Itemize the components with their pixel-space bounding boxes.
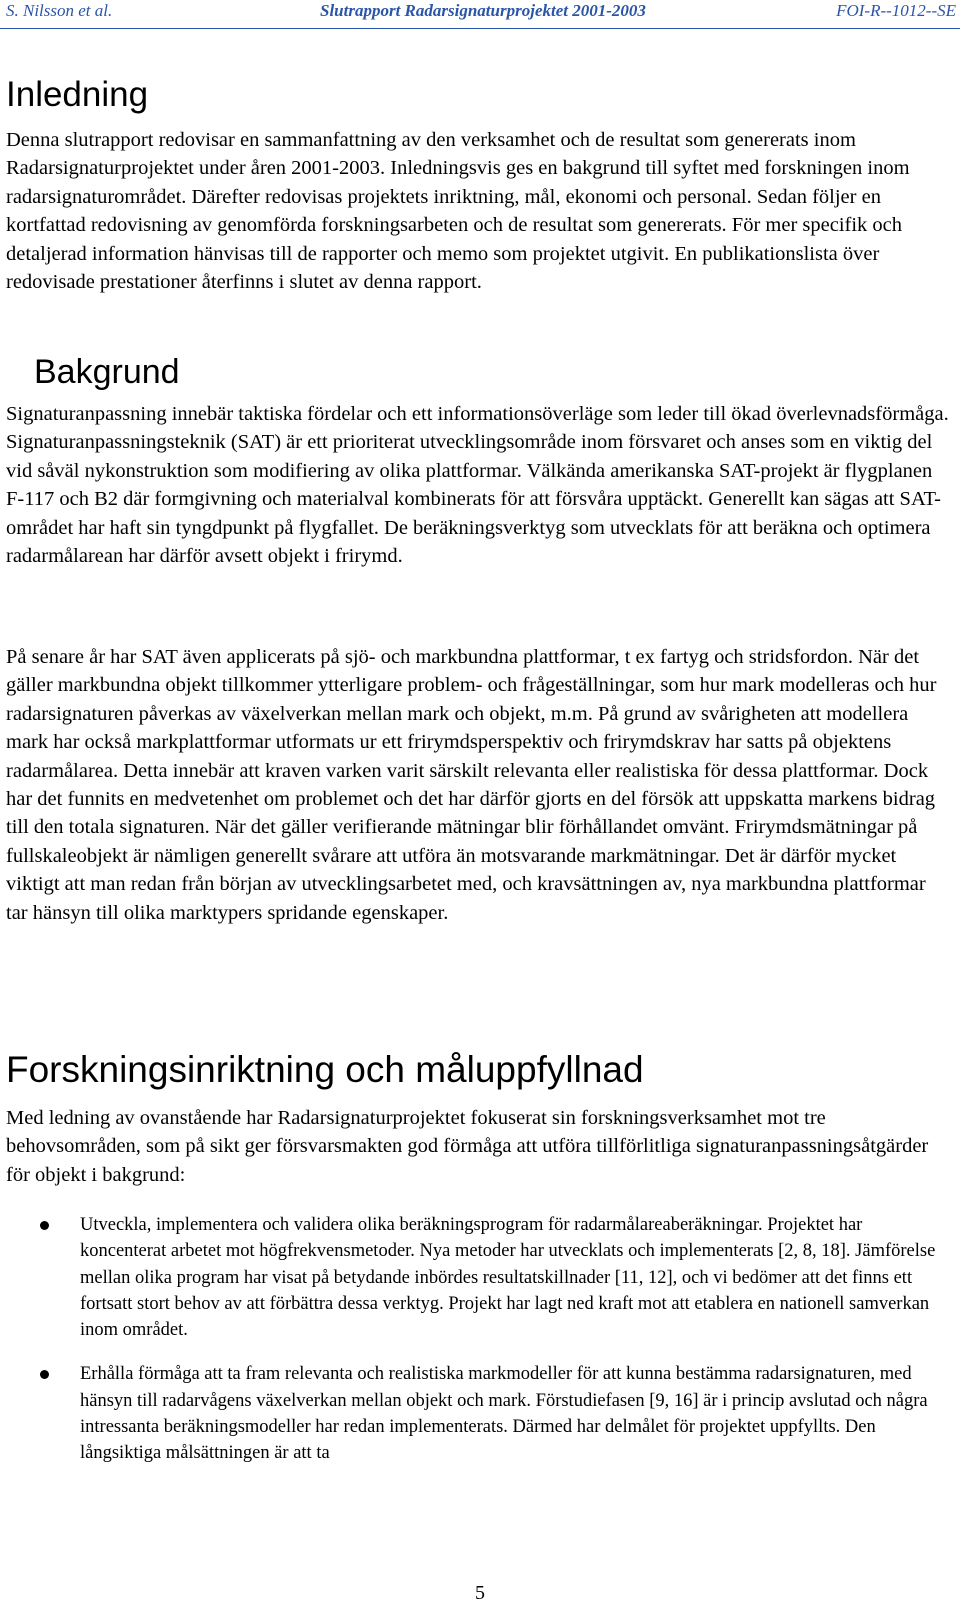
header-authors: S. Nilsson et al. (6, 1, 113, 20)
paragraph-forskningsinriktning: Med ledning av ovanstående har Radarsignaturprojektet fokuserat sin forskningsverksamhet mot tre behovsområden, som på sikt ger försvarsmakten god förmåga att utföra tillförlitliga signaturanpassningsåtgärder för objekt i bakgrund: (6, 1107, 929, 1186)
list-item (0, 1212, 952, 1343)
list-item-text: Utveckla, implementera och validera olika beräkningsprogram för radarmålareaberäkningar. Projektet har koncenterat arbetet mot högfrekvensmetoder. Nya metoder har utvecklats och implementerats [2, 8, 18]. Jämförelse mellan olika program har visat på betydande inbördes resultatskillnader [11, 12], och vi bedömer att det finns ett fortsatt stort behov av att förbättra dessa verktyg. Projekt har lagt ned kraft mot att etablera en nationell samverkan inom området. (80, 1215, 936, 1341)
goals-bullet-list (0, 1212, 960, 1467)
section-heading-bakgrund: Bakgrund (34, 353, 180, 391)
section-heading-forskningsinriktning: Forskningsinriktning och måluppfyllnad (6, 1049, 644, 1090)
page-number: 5 (475, 1582, 485, 1604)
header-divider (0, 28, 960, 29)
section-heading-inledning: Inledning (6, 75, 149, 114)
paragraph-inledning: Denna slutrapport redovisar en sammanfattning av den verksamhet och de resultat som genererats inom Radarsignaturprojektet under åren 2001-2003. Inledningsvis ges en bakgrund till syftet med forskningen inom radarsignaturområdet. Därefter redovisas projektets inriktning, mål, ekonomi och personal. Sedan följer en kortfattad redovisning av genomförda forskningsarbeten och de resultat som genererats. För mer specifik och detaljerad information hänvisas till de rapporter och memo som projektet utgivit. En publikationslista över redovisade prestationer återfinns i slutet av denna rapport. (6, 129, 910, 294)
header-report-number: FOI-R--1012--SE (836, 1, 956, 20)
list-item (0, 1361, 952, 1466)
running-header (0, 0, 960, 30)
paragraph-bakgrund-2: På senare år har SAT även applicerats på sjö- och markbundna plattformar, t ex fartyg och stridsfordon. När det gäller markbundna objekt tillkommer ytterligare problem- och frågeställningar, som hur mark modelleras och hur radarsignaturen påverkas av växelverkan mellan mark och objekt, m.m. På grund av svårigheten att modellera mark har också markplattformar utformats ur ett frirymdsperspektiv och frirymdskrav har satts på objektens radarmålarea. Detta innebär att kraven varken varit särskilt relevanta eller realistiska för dessa plattformar. Dock har det funnits en medvetenhet om problemet och det har därför gjorts en del försök att uppskatta markens bidrag till den totala signaturen. När det gäller verifierande mätningar blir förhållandet omvänt. Frirymdsmätningar på fullskaleobjekt är nämligen generellt svårare att utföra än motsvarande markmätningar. Det är därför mycket viktigt att man redan från början av utvecklingsarbetet med, och kravsättningen av, nya markbundna plattformar tar hänsyn till olika marktypers spridande egenskaper. (6, 646, 937, 924)
list-item-text: Erhålla förmåga att ta fram relevanta och realistiska markmodeller för att kunna bestämma radarsignaturen, med hänsyn till radarvågens växelverkan mellan objekt och mark. Förstudiefasen [9, 16] är i princip avslutad och några intressanta beräkningsmodeller har redan implementerats. Därmed har delmålet för projektet uppfyllts. Den långsiktiga målsättningen är att ta (80, 1364, 928, 1464)
paragraph-bakgrund-1: Signaturanpassning innebär taktiska fördelar och ett informationsöverläge som leder till ökad överlevnadsförmåga. Signaturanpassningsteknik (SAT) är ett prioriterat utvecklingsområde inom försvaret och anses som en viktig del vid såväl nykonstruktion som modifiering av olika plattformar. Välkända amerikanska SAT-projekt är flygplanen F-117 och B2 där formgivning och materialval kombinerats för att försvåra upptäckt. Generellt kan sägas att SAT-området har haft sin tyngdpunkt på flygfallet. De beräkningsverktyg som utvecklats för att beräkna och optimera radarmålarean har därför avsett objekt i frirymd. (6, 403, 949, 568)
bullet-icon (40, 1370, 49, 1379)
header-report-title: Slutrapport Radarsignaturprojektet 2001-2003 (320, 1, 646, 20)
bullet-icon (40, 1221, 49, 1230)
